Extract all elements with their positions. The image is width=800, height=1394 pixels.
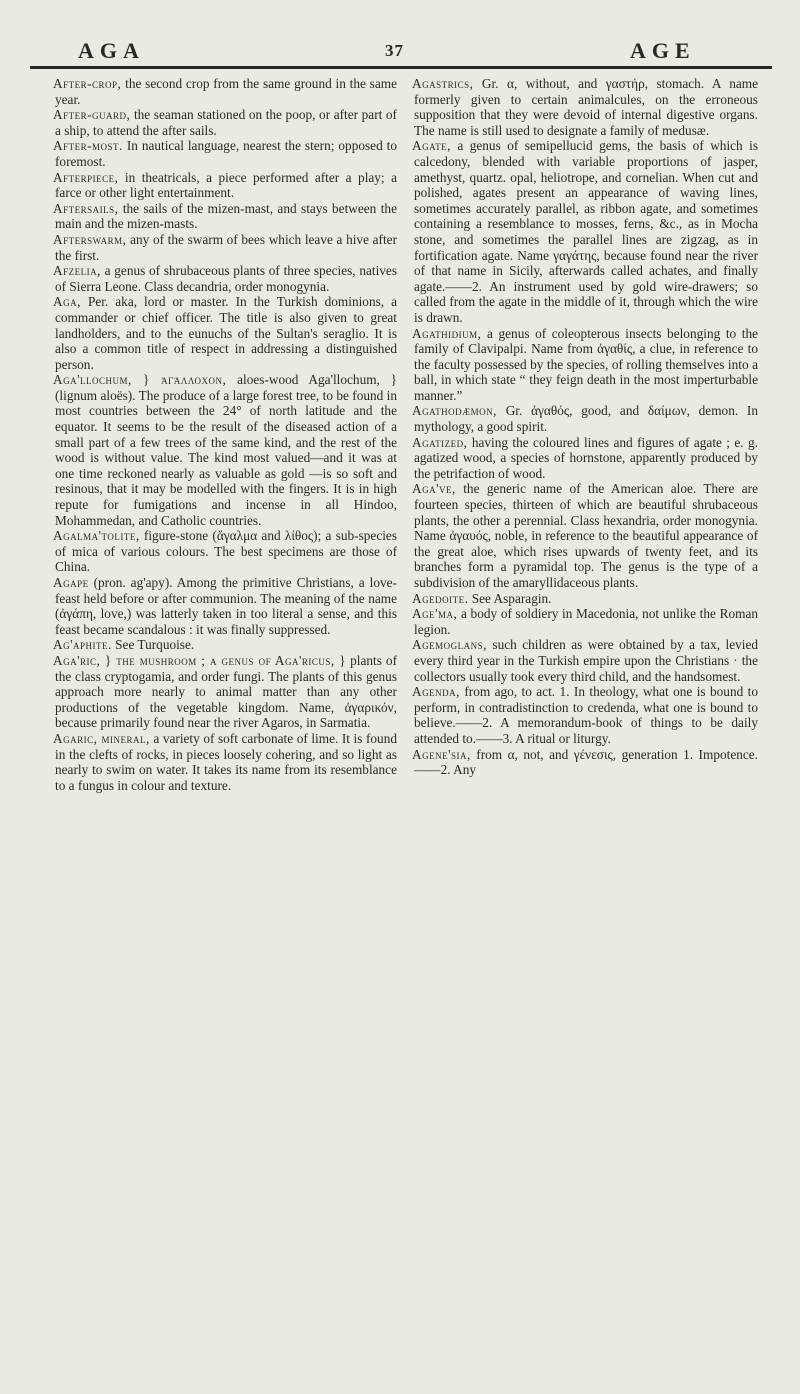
entry-headword: Agene'sia,: [412, 746, 471, 762]
entry-definition: Gr. α, without, and γαστήρ, stomach. A name formerly given to certain animalcules, on the erroneous supposition that they were devoid of internal digestive organs. The name is still used to designate a family of medusæ.: [414, 76, 758, 138]
dictionary-entry: [414, 684, 758, 746]
entry-headword: Age'ma,: [412, 606, 458, 622]
entry-definition: figure-stone (ἄγαλμα and λίθος); a sub-species of mica of various colours. The best specimens are those of China.: [55, 528, 397, 575]
header-left-guide-word: AGA: [78, 38, 145, 63]
entry-headword: After-crop,: [53, 76, 122, 91]
entry-definition: such children as were obtained by a tax, levied every third year in the Turkish empire upon the Christians · the collectors usually took every third child, and the handsomest.: [414, 637, 758, 684]
left-column: [55, 76, 397, 793]
entry-definition: the second crop from the same ground in the same year.: [55, 76, 397, 107]
dictionary-entry: [414, 481, 758, 590]
entry-headword: Agedoite.: [412, 590, 469, 606]
entry-headword: Agape: [53, 575, 89, 590]
entry-definition: the generic name of the American aloe. There are fourteen species, thirteen of which are beautiful shrubaceous plants, the other a perennial. Class hexandria, order monogynia. Name ἀγαυός, noble, in reference to the beautiful appearance of the great aloe, which rises upwards of twenty feet, and its branches form a pyramidal top. The genus is the type of a subdivision of the amaryllidaceous plants.: [414, 481, 758, 590]
dictionary-entry: [55, 263, 397, 294]
entry-headword: Aga,: [53, 294, 81, 310]
header-right-guide-word: AGE: [630, 38, 696, 63]
dictionary-entry: [55, 107, 397, 138]
dictionary-entry: [55, 170, 397, 201]
dictionary-entry: [55, 637, 397, 653]
entry-definition: any of the swarm of bees which leave a hive after the first.: [55, 231, 397, 263]
dictionary-entry: [414, 606, 758, 637]
entry-definition: in theatricals, a piece performed after a play; a farce or other light entertainment.: [55, 169, 397, 201]
dictionary-entry: [414, 435, 758, 482]
entry-headword: Aga'llochum, } ἀγάλλοχον,: [53, 372, 227, 388]
entry-headword: Afterswarm,: [53, 231, 127, 247]
dictionary-entry: [414, 591, 758, 607]
dictionary-entry: [55, 372, 397, 528]
dictionary-entry: [55, 731, 397, 793]
entry-headword: Agemoglans,: [412, 637, 487, 653]
entry-headword: Agate,: [412, 138, 451, 154]
entry-headword: Agaric, mineral,: [53, 730, 150, 746]
entry-definition: See Asparagin.: [468, 590, 552, 606]
dictionary-entry: [55, 76, 397, 107]
dictionary-entry: [55, 232, 397, 263]
entry-headword: Aga've,: [412, 481, 456, 497]
entry-definition: the seaman stationed on the poop, or after part of a ship, to attend the after sails.: [55, 107, 397, 138]
dictionary-entry: [55, 138, 397, 169]
entry-definition: from α, not, and γένεσις, generation 1. Impotence.——2. Any: [414, 746, 758, 778]
entry-definition: the sails of the mizen-mast, and stays between the main and the mizen-masts.: [55, 200, 397, 232]
entry-definition: (pron. ag'apy). Among the primitive Christians, a love-feast held before or after communion. The meaning of the name (ἀγάπη, love,) was latterly taken in too literal a sense, and this feast became scandalous : it was finally suppressed.: [55, 575, 397, 637]
entry-definition: Gr. ἀγαθός, good, and δαίμων, demon. In mythology, a good spirit.: [414, 403, 758, 435]
dictionary-entry: [414, 637, 758, 684]
entry-headword: After-guard,: [53, 107, 131, 123]
entry-definition: aloes-wood Aga'llochum, } (lignum aloës). The produce of a large forest tree, to be found in most countries between the 24° of north latitude and the equator. It seems to be the result of the diseased action of a small part of a few trees of the same kind, and the rest of the wood is without value. The kind most valued—and it was at one time reckoned nearly as valuable as gold —is so soft and resinous, that it may be modelled with the fingers. It is in high repute for fumigations and incense in all Hindoo, Mohammedan, and Catholic countries.: [55, 372, 397, 528]
dictionary-entry: [414, 403, 758, 434]
dictionary-entry: [55, 294, 397, 372]
entry-headword: Agastrics,: [412, 76, 474, 91]
entry-headword: Aftersails,: [53, 200, 119, 216]
entry-definition: plants of the class cryptogamia, and order fungi. The plants of this genus approach more nearly to animal matter than any other productions of the vegetable kingdom. Name, ἀγαρικόν, because primarily found near the river Agaros, in Sarmatia.: [55, 652, 397, 731]
entry-definition: a genus of semipellucid gems, the basis of which is calcedony, blended with variable proportions of jasper, amethyst, quartz. opal, heliotrope, and cornelian. When cut and polished, agates present an appearance of waving lines, sometimes accurately parallel, as ribbon agate, and sometimes containing a resemblance to mosses, ferns, &c., as in Mocha stone, and sometimes the parallel lines are zigzag, as in fortification agate. Name γαγάτης, because found near the river of that name in Sicily, afterwards called achates, and finally agate.——2. An instrument used by gold wire-drawers; so called from the agate in the middle of it, through which the wire is drawn.: [414, 138, 758, 325]
entry-definition: having the coloured lines and figures of agate ; e. g. agatized wood, a species of hornstone, apparently produced by the petrifaction of wood.: [414, 434, 758, 481]
entry-headword: Afterpiece,: [53, 169, 119, 185]
entry-headword: Aga'ric, } the mushroom ; a genus of Aga'ricus, }: [53, 652, 347, 668]
header-rule: [30, 66, 772, 69]
entry-headword: Agathodæmon,: [412, 403, 497, 419]
dictionary-entry: [414, 76, 758, 138]
entry-definition: a body of soldiery in Macedonia, not unlike the Roman legion.: [414, 606, 758, 637]
dictionary-entry: [55, 201, 397, 232]
entry-headword: Agenda,: [412, 684, 460, 700]
entry-definition: a genus of coleopterous insects belonging to the family of Clavipalpi. Name from ἀγαθίς, a clue, in reference to the faculty possessed by the species, of rolling themselves into a ball, in which state “ they feign death in the most imperturbable manner.”: [414, 325, 758, 403]
entry-definition: See Turquoise.: [111, 637, 195, 653]
entry-definition: Per. aka, lord or master. In the Turkish dominions, a commander or chief officer. The title is also given to great landholders, and to the eunuchs of the Sultan's seraglio. It is also a common title of respect in addressing a distinguished person.: [55, 294, 397, 372]
page-number: 37: [385, 41, 404, 60]
entry-headword: Agalma'tolite,: [53, 528, 140, 544]
entry-definition: a genus of shrubaceous plants of three species, natives of Sierra Leone. Class decandria, order monogynia.: [55, 263, 397, 294]
dictionary-entry: [414, 138, 758, 325]
dictionary-entry: [55, 653, 397, 731]
dictionary-entry: [414, 326, 758, 404]
right-column: [414, 76, 758, 778]
entry-headword: After-most.: [53, 138, 123, 154]
entry-headword: Afzelia,: [53, 263, 101, 279]
entry-definition: In nautical language, nearest the stern; opposed to foremost.: [55, 138, 397, 169]
entry-headword: Agatized,: [412, 434, 468, 450]
entry-headword: Ag'aphite.: [53, 637, 112, 653]
entry-definition: a variety of soft carbonate of lime. It is found in the clefts of rocks, in pieces loosely cohering, and so light as nearly to swim on water. It takes its name from its resemblance to a fungus in colour and texture.: [55, 730, 397, 793]
dictionary-entry: [55, 575, 397, 637]
dictionary-entry: [414, 747, 758, 778]
running-header: [0, 38, 800, 68]
entry-headword: Agathidium,: [412, 325, 482, 341]
entry-definition: from ago, to act. 1. In theology, what one is bound to perform, in contradistinction to credenda, what one is bound to believe.——2. A memorandum-book of things to be daily attended to.——3. A ritual or liturgy.: [414, 684, 758, 746]
dictionary-entry: [55, 528, 397, 575]
